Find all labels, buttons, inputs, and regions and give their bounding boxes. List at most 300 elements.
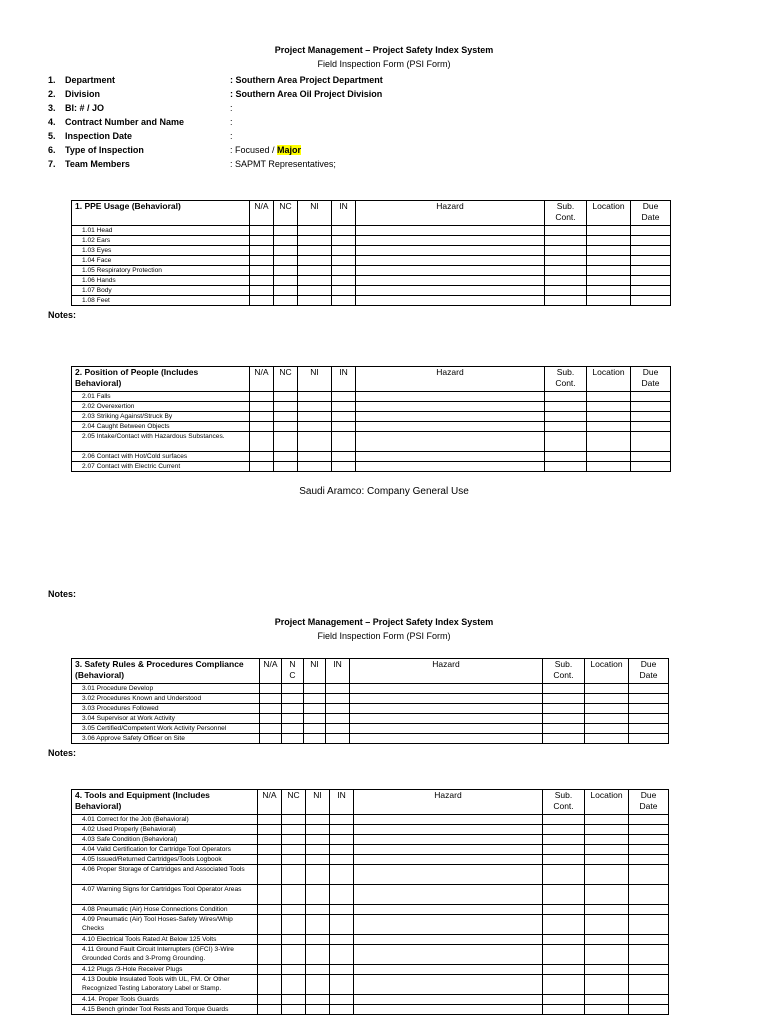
na-cell[interactable] (250, 296, 274, 306)
nc-cell[interactable] (274, 286, 298, 296)
hazard-cell[interactable] (356, 402, 545, 412)
hazard-cell[interactable] (356, 276, 545, 286)
na-cell[interactable] (260, 734, 282, 744)
na-cell[interactable] (260, 694, 282, 704)
sub-contractor-cell[interactable] (545, 276, 587, 286)
table-header-row (72, 790, 669, 815)
in-cell[interactable] (330, 845, 354, 855)
sub-contractor-cell[interactable] (543, 825, 585, 835)
location-cell[interactable] (585, 975, 629, 995)
in-cell[interactable] (332, 402, 356, 412)
due-date-cell[interactable] (629, 684, 669, 694)
due-date-cell[interactable] (631, 432, 671, 452)
hazard-cell[interactable] (356, 392, 545, 402)
sub-contractor-cell[interactable] (543, 905, 585, 915)
location-cell[interactable] (587, 392, 631, 402)
nc-cell[interactable] (282, 965, 306, 975)
sub-contractor-cell[interactable] (545, 412, 587, 422)
hazard-cell[interactable] (354, 965, 543, 975)
ni-cell[interactable] (298, 286, 332, 296)
ni-cell[interactable] (304, 734, 326, 744)
sub-contractor-cell[interactable] (543, 995, 585, 1005)
ni-cell[interactable] (306, 845, 330, 855)
sub-contractor-cell[interactable] (545, 256, 587, 266)
nc-cell[interactable] (274, 276, 298, 286)
na-cell[interactable] (258, 885, 282, 905)
hazard-cell[interactable] (354, 865, 543, 885)
ni-cell[interactable] (298, 256, 332, 266)
location-cell[interactable] (585, 734, 629, 744)
location-cell[interactable] (585, 915, 629, 935)
ni-cell[interactable] (306, 975, 330, 995)
in-cell[interactable] (330, 825, 354, 835)
ni-cell[interactable] (306, 825, 330, 835)
info-label: Type of Inspection (65, 145, 144, 155)
hazard-cell[interactable] (356, 432, 545, 452)
ni-cell[interactable] (298, 226, 332, 236)
in-cell[interactable] (330, 855, 354, 865)
nc-cell[interactable] (274, 432, 298, 452)
sub-contractor-cell[interactable] (545, 402, 587, 412)
nc-cell[interactable] (282, 845, 306, 855)
hazard-cell[interactable] (354, 905, 543, 915)
na-cell[interactable] (258, 825, 282, 835)
sub-contractor-cell[interactable] (543, 815, 585, 825)
checklist-row (72, 256, 671, 266)
ni-cell[interactable] (298, 276, 332, 286)
due-date-cell[interactable] (629, 965, 669, 975)
ni-cell[interactable] (298, 246, 332, 256)
due-date-cell[interactable] (631, 412, 671, 422)
in-cell[interactable] (332, 462, 356, 472)
na-cell[interactable] (250, 422, 274, 432)
ni-cell[interactable] (306, 1005, 330, 1015)
sub-contractor-cell[interactable] (545, 296, 587, 306)
nc-cell[interactable] (274, 392, 298, 402)
hazard-cell[interactable] (356, 226, 545, 236)
nc-cell[interactable] (274, 226, 298, 236)
location-cell[interactable] (587, 402, 631, 412)
na-cell[interactable] (260, 714, 282, 724)
hazard-cell[interactable] (350, 724, 543, 734)
in-cell[interactable] (330, 835, 354, 845)
na-cell[interactable] (258, 835, 282, 845)
sub-contractor-cell[interactable] (543, 694, 585, 704)
sub-contractor-cell[interactable] (543, 945, 585, 965)
sub-contractor-cell[interactable] (545, 226, 587, 236)
sub-contractor-cell[interactable] (545, 462, 587, 472)
hazard-cell[interactable] (356, 452, 545, 462)
na-cell[interactable] (258, 965, 282, 975)
in-cell[interactable] (332, 412, 356, 422)
na-cell[interactable] (258, 945, 282, 965)
sub-contractor-cell[interactable] (543, 714, 585, 724)
due-date-cell[interactable] (631, 256, 671, 266)
due-date-cell[interactable] (631, 296, 671, 306)
ni-cell[interactable] (306, 855, 330, 865)
na-cell[interactable] (250, 226, 274, 236)
na-cell[interactable] (258, 815, 282, 825)
location-cell[interactable] (585, 704, 629, 714)
sub-contractor-cell[interactable] (543, 915, 585, 935)
na-cell[interactable] (260, 684, 282, 694)
location-cell[interactable] (587, 286, 631, 296)
ni-cell[interactable] (298, 236, 332, 246)
location-cell[interactable] (585, 724, 629, 734)
due-date-cell[interactable] (631, 392, 671, 402)
ni-cell[interactable] (306, 965, 330, 975)
ni-cell[interactable] (298, 412, 332, 422)
nc-cell[interactable] (282, 995, 306, 1005)
due-date-cell[interactable] (631, 422, 671, 432)
location-cell[interactable] (587, 452, 631, 462)
in-cell[interactable] (330, 815, 354, 825)
sub-contractor-cell[interactable] (545, 452, 587, 462)
location-cell[interactable] (585, 865, 629, 885)
in-cell[interactable] (326, 724, 350, 734)
location-cell[interactable] (585, 995, 629, 1005)
due-date-cell[interactable] (631, 266, 671, 276)
hazard-cell[interactable] (354, 825, 543, 835)
sub-contractor-cell[interactable] (543, 684, 585, 694)
sub-contractor-cell[interactable] (543, 865, 585, 885)
na-cell[interactable] (250, 392, 274, 402)
ni-cell[interactable] (298, 296, 332, 306)
nc-cell[interactable] (282, 975, 306, 995)
ni-cell[interactable] (306, 835, 330, 845)
na-cell[interactable] (258, 935, 282, 945)
na-cell[interactable] (250, 412, 274, 422)
nc-cell[interactable] (282, 684, 304, 694)
hazard-cell[interactable] (350, 684, 543, 694)
due-date-cell[interactable] (629, 975, 669, 995)
nc-cell[interactable] (282, 825, 306, 835)
checklist-item-label: 4.01 Correct for the Job (Behavioral) (72, 815, 258, 825)
location-cell[interactable] (585, 815, 629, 825)
nc-cell[interactable] (282, 945, 306, 965)
nc-cell[interactable] (282, 865, 306, 885)
in-cell[interactable] (330, 915, 354, 935)
due-date-cell[interactable] (631, 286, 671, 296)
checklist-row (72, 432, 671, 452)
nc-cell[interactable] (274, 402, 298, 412)
location-cell[interactable] (585, 965, 629, 975)
hazard-cell[interactable] (356, 296, 545, 306)
in-cell[interactable] (330, 965, 354, 975)
hazard-cell[interactable] (354, 915, 543, 935)
ni-cell[interactable] (298, 432, 332, 452)
ni-cell[interactable] (306, 885, 330, 905)
checklist-item-label: 2.01 Falls (72, 392, 250, 402)
in-cell[interactable] (326, 704, 350, 714)
ni-cell[interactable] (306, 865, 330, 885)
checklist-row (72, 734, 669, 744)
sub-contractor-cell[interactable] (543, 704, 585, 714)
due-date-cell[interactable] (629, 694, 669, 704)
due-date-cell[interactable] (629, 885, 669, 905)
sub-contractor-cell[interactable] (545, 236, 587, 246)
in-cell[interactable] (326, 694, 350, 704)
hazard-cell[interactable] (354, 995, 543, 1005)
hazard-cell[interactable] (356, 256, 545, 266)
sub-contractor-cell[interactable] (543, 855, 585, 865)
due-date-cell[interactable] (629, 1005, 669, 1015)
nc-cell[interactable] (282, 915, 306, 935)
location-cell[interactable] (585, 845, 629, 855)
due-date-cell[interactable] (631, 246, 671, 256)
ni-cell[interactable] (298, 402, 332, 412)
due-date-cell[interactable] (629, 855, 669, 865)
hazard-cell[interactable] (354, 815, 543, 825)
na-cell[interactable] (250, 236, 274, 246)
hazard-cell[interactable] (356, 266, 545, 276)
due-date-cell[interactable] (631, 402, 671, 412)
nc-cell[interactable] (274, 246, 298, 256)
nc-cell[interactable] (274, 296, 298, 306)
na-cell[interactable] (258, 975, 282, 995)
sub-contractor-cell[interactable] (545, 266, 587, 276)
sub-contractor-cell[interactable] (543, 734, 585, 744)
nc-cell[interactable] (274, 412, 298, 422)
hazard-cell[interactable] (356, 462, 545, 472)
in-cell[interactable] (332, 226, 356, 236)
in-cell[interactable] (332, 246, 356, 256)
sub-contractor-cell[interactable] (543, 935, 585, 945)
nc-cell[interactable] (282, 1005, 306, 1015)
location-cell[interactable] (587, 256, 631, 266)
location-cell[interactable] (585, 835, 629, 845)
in-cell[interactable] (326, 734, 350, 744)
nc-cell[interactable] (282, 935, 306, 945)
nc-cell[interactable] (274, 236, 298, 246)
nc-cell[interactable] (282, 885, 306, 905)
ni-cell[interactable] (304, 694, 326, 704)
hazard-cell[interactable] (354, 975, 543, 995)
na-cell[interactable] (250, 266, 274, 276)
location-cell[interactable] (587, 236, 631, 246)
ni-cell[interactable] (298, 266, 332, 276)
nc-cell[interactable] (282, 835, 306, 845)
location-cell[interactable] (587, 412, 631, 422)
na-cell[interactable] (250, 276, 274, 286)
in-cell[interactable] (332, 286, 356, 296)
location-cell[interactable] (585, 684, 629, 694)
in-cell[interactable] (330, 885, 354, 905)
due-date-cell[interactable] (629, 935, 669, 945)
nc-cell[interactable] (282, 905, 306, 915)
ni-cell[interactable] (298, 462, 332, 472)
due-date-cell[interactable] (629, 815, 669, 825)
nc-cell[interactable] (274, 266, 298, 276)
location-cell[interactable] (585, 945, 629, 965)
location-cell[interactable] (585, 885, 629, 905)
nc-cell[interactable] (282, 815, 306, 825)
due-date-cell[interactable] (629, 724, 669, 734)
in-cell[interactable] (330, 975, 354, 995)
na-cell[interactable] (258, 905, 282, 915)
in-cell[interactable] (330, 905, 354, 915)
na-cell[interactable] (258, 995, 282, 1005)
ni-cell[interactable] (304, 684, 326, 694)
location-cell[interactable] (585, 855, 629, 865)
location-cell[interactable] (585, 1005, 629, 1015)
in-cell[interactable] (332, 422, 356, 432)
due-date-cell[interactable] (629, 845, 669, 855)
hazard-cell[interactable] (354, 855, 543, 865)
location-cell[interactable] (585, 905, 629, 915)
in-cell[interactable] (332, 276, 356, 286)
hazard-cell[interactable] (356, 422, 545, 432)
hazard-cell[interactable] (354, 845, 543, 855)
due-date-cell[interactable] (631, 276, 671, 286)
due-date-cell[interactable] (629, 905, 669, 915)
in-cell[interactable] (332, 236, 356, 246)
sub-contractor-cell[interactable] (543, 975, 585, 995)
hazard-cell[interactable] (356, 412, 545, 422)
na-cell[interactable] (250, 462, 274, 472)
nc-cell[interactable] (282, 855, 306, 865)
hazard-cell[interactable] (350, 714, 543, 724)
checklist-row (72, 965, 669, 975)
na-cell[interactable] (258, 845, 282, 855)
na-cell[interactable] (250, 402, 274, 412)
ni-cell[interactable] (298, 422, 332, 432)
ni-cell[interactable] (306, 905, 330, 915)
location-cell[interactable] (587, 276, 631, 286)
due-date-cell[interactable] (631, 462, 671, 472)
sub-contractor-cell[interactable] (545, 246, 587, 256)
na-cell[interactable] (250, 432, 274, 452)
nc-cell[interactable] (274, 452, 298, 462)
nc-cell[interactable] (282, 724, 304, 734)
hazard-cell[interactable] (356, 236, 545, 246)
location-cell[interactable] (585, 714, 629, 724)
na-cell[interactable] (258, 855, 282, 865)
location-cell[interactable] (585, 694, 629, 704)
location-cell[interactable] (587, 432, 631, 452)
ni-cell[interactable] (298, 392, 332, 402)
na-cell[interactable] (258, 865, 282, 885)
nc-cell[interactable] (282, 714, 304, 724)
location-cell[interactable] (585, 825, 629, 835)
ni-cell[interactable] (298, 452, 332, 462)
location-cell[interactable] (587, 246, 631, 256)
ni-cell[interactable] (304, 704, 326, 714)
location-cell[interactable] (587, 226, 631, 236)
ni-cell[interactable] (306, 915, 330, 935)
nc-cell[interactable] (282, 694, 304, 704)
location-cell[interactable] (587, 462, 631, 472)
hazard-column-header: Hazard (354, 790, 543, 815)
na-cell[interactable] (260, 704, 282, 714)
due-date-cell[interactable] (631, 236, 671, 246)
ni-cell[interactable] (304, 714, 326, 724)
sub-contractor-cell[interactable] (543, 835, 585, 845)
nc-cell[interactable] (274, 256, 298, 266)
in-cell[interactable] (332, 256, 356, 266)
hazard-cell[interactable] (356, 286, 545, 296)
in-cell[interactable] (332, 266, 356, 276)
nc-cell[interactable] (282, 734, 304, 744)
in-cell[interactable] (330, 995, 354, 1005)
hazard-cell[interactable] (350, 694, 543, 704)
due-date-cell[interactable] (629, 835, 669, 845)
hazard-cell[interactable] (354, 945, 543, 965)
in-cell[interactable] (330, 945, 354, 965)
na-cell[interactable] (250, 246, 274, 256)
checklist-item-label: 3.02 Procedures Known and Understood (72, 694, 260, 704)
ni-cell[interactable] (304, 724, 326, 734)
na-cell[interactable] (250, 286, 274, 296)
sub-contractor-cell[interactable] (543, 845, 585, 855)
in-cell[interactable] (326, 714, 350, 724)
ni-cell[interactable] (306, 935, 330, 945)
location-cell[interactable] (587, 422, 631, 432)
hazard-cell[interactable] (356, 246, 545, 256)
location-cell[interactable] (587, 296, 631, 306)
checklist-row (72, 296, 671, 306)
ni-cell[interactable] (306, 945, 330, 965)
ni-cell[interactable] (306, 995, 330, 1005)
na-cell[interactable] (258, 915, 282, 935)
location-cell[interactable] (587, 266, 631, 276)
hazard-cell[interactable] (354, 935, 543, 945)
in-cell[interactable] (326, 684, 350, 694)
due-date-cell[interactable] (629, 825, 669, 835)
due-date-cell[interactable] (631, 226, 671, 236)
in-cell[interactable] (332, 452, 356, 462)
sub-contractor-cell[interactable] (543, 724, 585, 734)
hazard-cell[interactable] (350, 734, 543, 744)
location-cell[interactable] (585, 935, 629, 945)
sub-contractor-cell[interactable] (545, 432, 587, 452)
due-date-cell[interactable] (629, 945, 669, 965)
due-date-cell[interactable] (629, 714, 669, 724)
nc-cell[interactable] (282, 704, 304, 714)
ni-cell[interactable] (306, 815, 330, 825)
nc-cell[interactable] (274, 462, 298, 472)
in-cell[interactable] (330, 1005, 354, 1015)
na-cell[interactable] (250, 452, 274, 462)
due-date-cell[interactable] (629, 704, 669, 714)
hazard-cell[interactable] (354, 1005, 543, 1015)
in-cell[interactable] (330, 865, 354, 885)
sub-contractor-cell[interactable] (545, 392, 587, 402)
checklist-item-label: 2.04 Caught Between Objects (72, 422, 250, 432)
hazard-cell[interactable] (354, 885, 543, 905)
due-date-cell[interactable] (629, 995, 669, 1005)
na-cell[interactable] (250, 256, 274, 266)
sub-contractor-cell[interactable] (543, 965, 585, 975)
na-cell[interactable] (258, 1005, 282, 1015)
due-date-cell[interactable] (629, 915, 669, 935)
in-cell[interactable] (330, 935, 354, 945)
na-cell[interactable] (260, 724, 282, 734)
in-cell[interactable] (332, 296, 356, 306)
nc-cell[interactable] (274, 422, 298, 432)
due-date-cell[interactable] (629, 865, 669, 885)
in-cell[interactable] (332, 432, 356, 452)
in-cell[interactable] (332, 392, 356, 402)
due-date-cell[interactable] (631, 452, 671, 462)
sub-contractor-cell[interactable] (545, 422, 587, 432)
sub-contractor-cell[interactable] (543, 885, 585, 905)
hazard-cell[interactable] (354, 835, 543, 845)
sub-contractor-cell[interactable] (543, 1005, 585, 1015)
due-date-cell[interactable] (629, 734, 669, 744)
sub-contractor-cell[interactable] (545, 286, 587, 296)
hazard-cell[interactable] (350, 704, 543, 714)
